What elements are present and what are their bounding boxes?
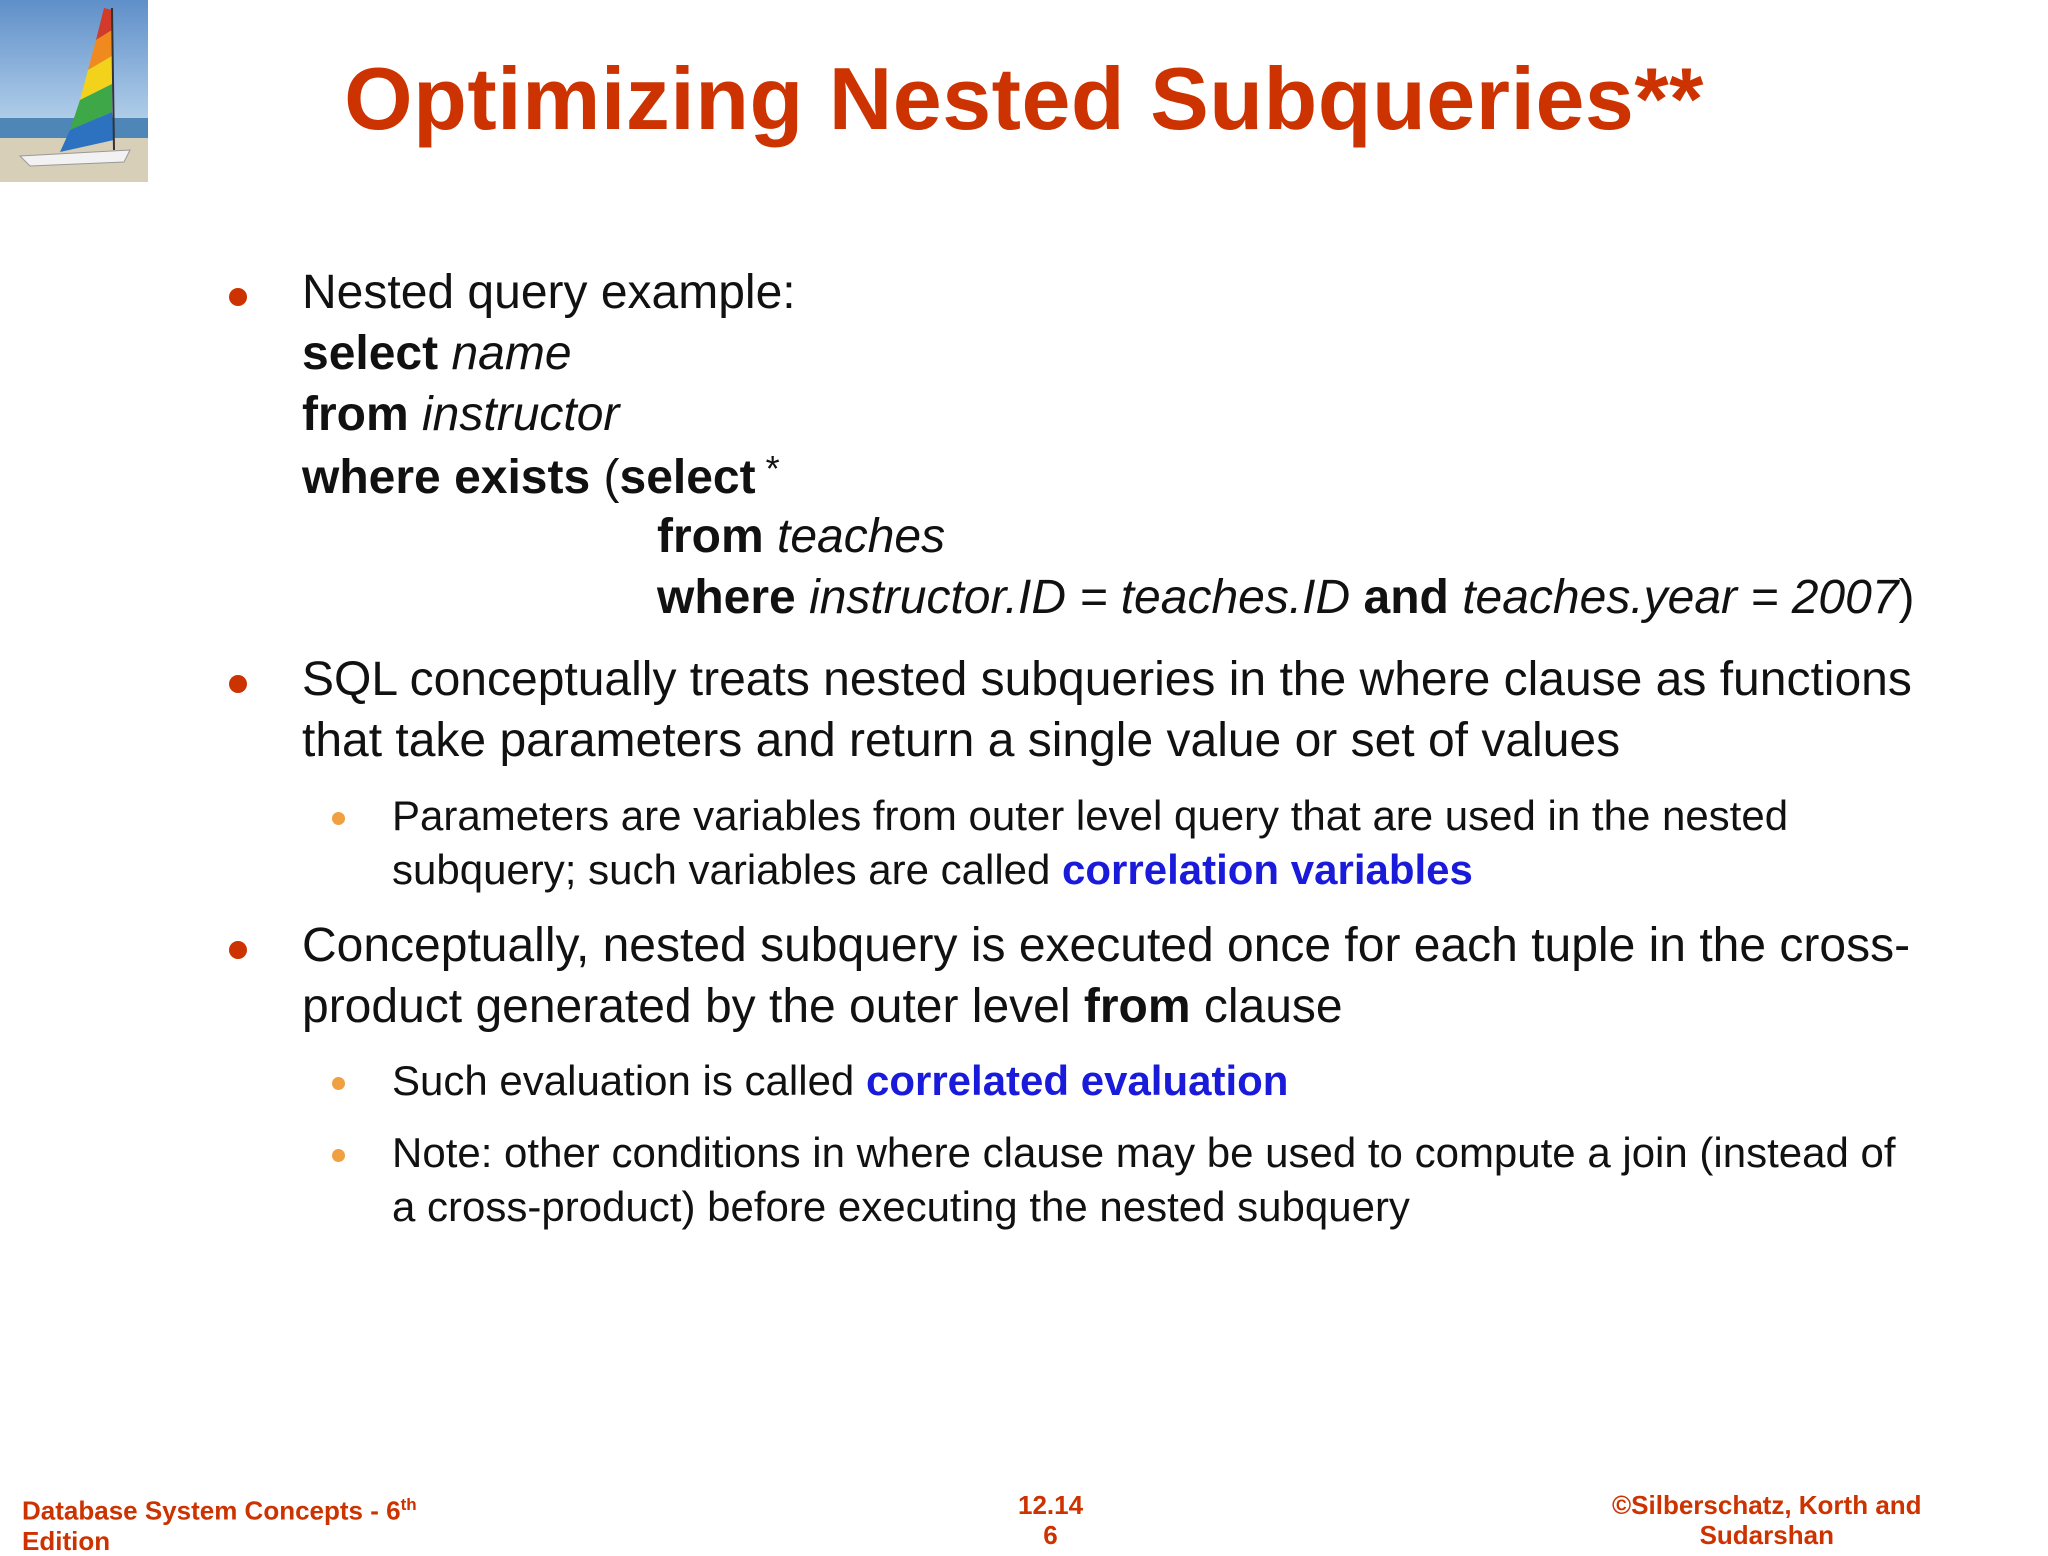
bullet-text: Conceptually, nested subquery is executed once for each tuple in the cross- <box>302 919 1911 972</box>
footer-copyright-line2: Sudarshan <box>1699 1520 1834 1550</box>
code-line-where-condition <box>657 570 1915 625</box>
footer-copyright: ©Silberschatz, Korth and <box>1612 1490 1922 1520</box>
subbullet-text: Parameters are variables from outer level query that are used in the nested <box>392 792 1789 839</box>
footer-page-number: 12.14 <box>1018 1490 1084 1520</box>
subbullet-dot <box>332 1149 345 1162</box>
subbullet-dot <box>332 812 345 825</box>
bullet-text: that take parameters and return a single value or set of values <box>302 714 1621 767</box>
bullet-dot <box>229 288 247 306</box>
subbullet-text: Note: other conditions in where clause may be used to compute a join (instead of <box>392 1129 1896 1176</box>
page-title: Optimizing Nested Subqueries** <box>344 49 1704 148</box>
code-line-where-exists <box>302 448 780 505</box>
sql-identifier: teaches <box>763 510 946 563</box>
sql-condition: teaches.year = 2007 <box>1448 571 1899 624</box>
sql-keyword: where exists <box>302 451 591 504</box>
bullet-text-part: clause <box>1190 980 1343 1033</box>
subbullet-text <box>392 1057 1288 1105</box>
sql-star: * <box>755 448 780 489</box>
sql-keyword: where <box>657 571 796 624</box>
sql-keyword: select <box>619 451 756 504</box>
footer-left-text: Database System Concepts - 6 <box>22 1495 401 1526</box>
footer-left <box>22 1490 417 1556</box>
footer-right <box>1612 1490 1922 1550</box>
sql-identifier: name <box>438 327 572 380</box>
sql-keyword: from <box>657 510 764 563</box>
highlight-term: correlation variables <box>1062 846 1473 893</box>
code-line-select <box>302 326 572 381</box>
subbullet-text <box>392 846 1473 894</box>
subbullet-text-part: Such evaluation is called <box>392 1057 866 1104</box>
sql-identifier: instructor <box>408 388 620 441</box>
footer-page-number-line2: 6 <box>1043 1520 1058 1550</box>
subbullet-dot <box>332 1077 345 1090</box>
subbullet-text-part: subquery; such variables are called <box>392 846 1063 893</box>
footer-center <box>1018 1490 1083 1550</box>
bullet-dot <box>229 675 247 693</box>
highlight-term: correlated evaluation <box>865 1057 1289 1104</box>
sql-keyword: from <box>302 388 409 441</box>
footer-superscript: th <box>400 1495 417 1514</box>
subbullet-text: a cross-product) before executing the nested subquery <box>392 1183 1410 1230</box>
footer-left-line2: Edition <box>22 1525 111 1556</box>
sql-paren: ( <box>590 451 620 504</box>
code-line-from-teaches <box>657 509 945 564</box>
bullet-dot <box>229 941 247 959</box>
bullet-text-part: product generated by the outer level <box>302 980 1084 1033</box>
bullet-text <box>302 979 1343 1034</box>
bullet-text: Nested query example: <box>302 266 796 319</box>
sql-paren: ) <box>1898 571 1915 624</box>
sql-keyword: select <box>302 327 439 380</box>
bullet-text: SQL conceptually treats nested subqueries in the where clause as functions <box>302 653 1912 706</box>
sql-keyword: and <box>1363 571 1449 624</box>
code-line-from <box>302 387 619 442</box>
sql-condition: instructor.ID = teaches.ID <box>795 571 1364 624</box>
sql-keyword: from <box>1083 980 1191 1033</box>
